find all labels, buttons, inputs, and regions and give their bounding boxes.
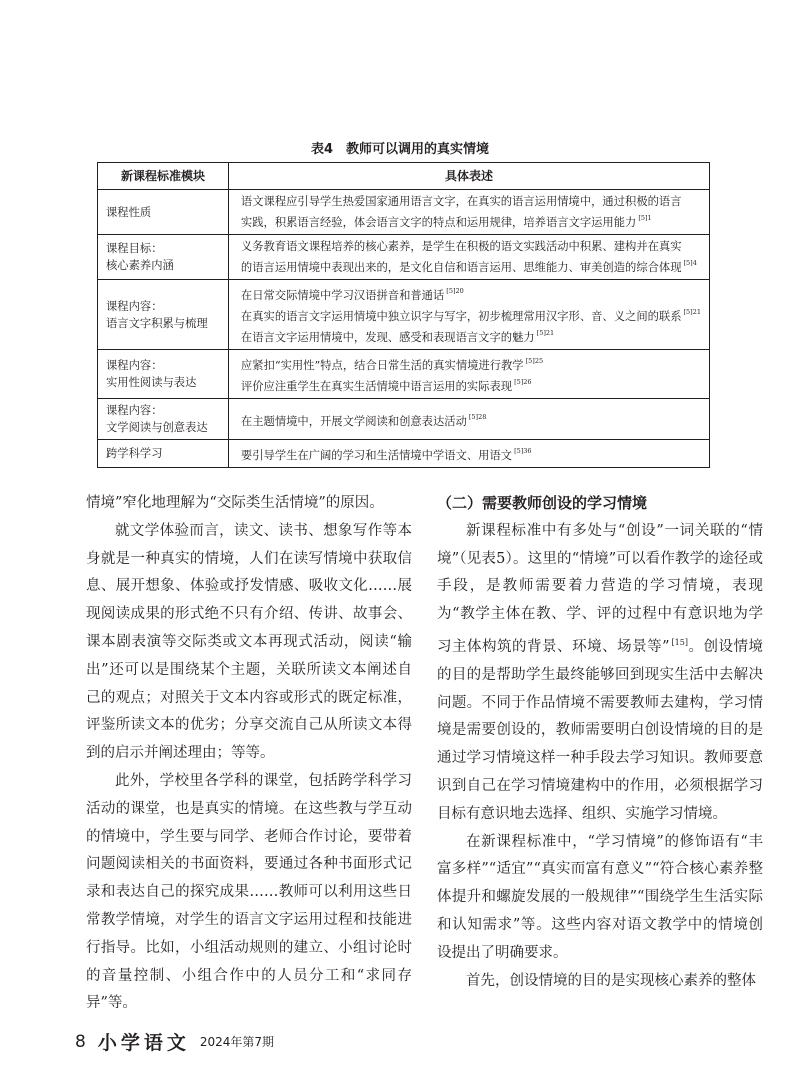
module-cell [98, 235, 229, 280]
description-text: 应紧扣“实用性”特点，结合日常生活的真实情境进行教学 [240, 359, 524, 372]
module-cell [98, 190, 229, 235]
body-paragraph: 此外，学校里各学科的课堂，包括跨学科学习活动的课堂，也是真实的情境。在这些教与学互动的情境中，学生要与同学、老师合作讨论，要带着问题阅读相关的书面资料，要通过各种书面形式记录和表达自己的探究成果……教师可以利用这些日常教学情境，对学生的语言文字运用过程和技能进行指导。比如，小组活动规则的建立、小组讨论时的音量控制、小组合作中的人员分工和“求同存异”等。 [86, 772, 412, 1012]
description-line [241, 283, 701, 304]
citation-ref: [5]25 [525, 357, 544, 365]
description-text: 评价应注重学生在真实生活情境中语言运用的实际表现 [240, 380, 513, 393]
description-cell [228, 399, 709, 440]
body-paragraph: 就文学体验而言，读文、读书、想象写作等本身就是一种真实的情境，人们在读写情境中获取信息、展开想象、体验或抒发情感、吸收文化……展现阅读成果的形式绝不只有介绍、传讲、故事会、课本剧表演等交际类或文本再现式活动，阅读“输出”还可以是围绕某个主题，关联所读文本阐述自己的观点；对照关于文本内容或形式的既定标准，评鉴所读文本的优劣；分享交流自己从所读文本得到的启示并阐述理由；等等。 [86, 522, 412, 762]
description-line [241, 193, 701, 210]
module-cell [98, 440, 229, 468]
paragraph-text: 新课程标准中有多处与“创设”一词关联的“情境”（见表5）。这里的“情境”可以看作教学的途径或手段，是教师需要着力营造的学习情境，表现为“教学主体在教、学、评的过程中有意识地为学习主体构筑的背景、环境、场景等” [437, 522, 763, 655]
description-text: 的语言运用情境中表现出来的，是文化自信和语言运用、思维能力、审美创造的综合体现 [240, 261, 682, 274]
table-row [98, 440, 710, 468]
description-text: 在真实的语言文字运用情境中独立识字与写字，初步梳理常用汉字形、音、义之间的联系 [240, 310, 682, 323]
module-label: 实用性阅读与表达 [106, 376, 197, 389]
description-cell [228, 190, 709, 235]
module-label: 课程内容： [106, 299, 163, 313]
citation-ref: [5]1 [638, 214, 652, 222]
situations-table [97, 162, 710, 468]
citation-ref: [5]21 [536, 329, 555, 337]
description-text: 要引导学生在广阔的学习和生活情境中学语文、用语文 [240, 449, 513, 462]
citation-ref: [15] [671, 637, 688, 647]
description-line [241, 238, 701, 255]
table-row [98, 280, 710, 350]
table-row [98, 399, 710, 440]
paragraph-text: 首先，创设情境的目的是实现核心素养的整体 [466, 972, 756, 989]
table-header-row [98, 163, 710, 190]
module-label: 课程内容： [106, 359, 163, 372]
table-caption: 表4 教师可以调用的真实情境 [310, 142, 490, 157]
description-text: 在主题情境中，开展文学阅读和创意表达活动 [240, 414, 467, 428]
description-line [241, 443, 701, 464]
description-cell [228, 235, 709, 280]
table-row [98, 350, 710, 399]
citation-ref: [5]26 [514, 378, 532, 386]
table-row [98, 190, 710, 235]
description-line [241, 409, 701, 430]
module-label: 语言文字积累与梳理 [106, 316, 208, 330]
header-module: 新课程标准模块 [98, 163, 229, 190]
citation-ref: [5]20 [446, 287, 464, 295]
description-line [241, 374, 701, 395]
page-footer [75, 1028, 274, 1055]
body-paragraph [437, 968, 763, 996]
page-number: 8 [75, 1031, 86, 1052]
module-label: 文学阅读与创意表达 [106, 421, 208, 434]
module-label: 课程性质 [106, 205, 152, 219]
paragraph-text: 在新课程标准中，“学习情境”的修饰语有“丰富多样”“适宜”“真实而富有意义”“符合核心素养整体提升和螺旋发展的一般规律”“围绕学生生活实际和认知需求”等。这些内容对语文教学中的情境创设提出了明确要求。 [437, 833, 763, 961]
paragraph-text-continued: 。创设情境的目的是帮助学生最终能够回到现实生活中去解决问题。不同于作品情境不需要教师去建构，学习情境是需要创设的，教师需要明白创设情境的目的是通过学习情境这样一种手段去学习知识。教师要意识到自己在学习情境建构中的作用，必须根据学习目标有意识地去选择、组织、实施学习情境。 [437, 638, 763, 822]
journal-name: 小学语文 [97, 1032, 190, 1054]
body-paragraph: 情境”窄化地理解为“交际类生活情境”的原因。 [86, 495, 384, 511]
description-cell [228, 440, 709, 468]
description-text: 在语言文字运用情境中，发现、感受和表现语言文字的魅力 [240, 331, 535, 344]
citation-ref: [5]4 [683, 259, 697, 267]
module-label: 核心素养内涵 [106, 259, 174, 272]
citation-ref: [5]21 [683, 308, 701, 316]
description-line [241, 353, 701, 374]
description-line [241, 304, 701, 325]
description-line [241, 255, 701, 276]
right-column [437, 490, 763, 995]
description-text: 义务教育语文课程培养的核心素养，是学生在积极的语文实践活动中积累、建构并在真实 [240, 240, 682, 253]
description-line [241, 325, 701, 346]
description-text: 实践，积累语言经验，体会语言文字的特点和运用规律，培养语言文字运用能力 [240, 216, 637, 229]
body-paragraph [437, 518, 763, 829]
body-paragraph [437, 829, 763, 968]
module-cell [98, 280, 229, 350]
table-row [98, 235, 710, 280]
header-description: 具体表述 [228, 163, 709, 190]
citation-ref: [5]36 [514, 447, 532, 455]
module-cell [98, 350, 229, 399]
left-column [86, 490, 412, 1018]
module-label: 跨学科学习 [106, 447, 163, 460]
module-label: 课程内容： [106, 404, 163, 417]
citation-ref: [5]28 [468, 412, 487, 421]
description-text: 语文课程应引导学生热爱国家通用语言文字，在真实的语言运用情境中，通过积极的语言 [240, 195, 682, 208]
description-text: 在日常交际情境中学习汉语拼音和普通话 [240, 289, 445, 302]
description-line [241, 210, 701, 231]
module-label: 课程目标： [106, 242, 163, 255]
issue-label: 2024年第7期 [199, 1035, 275, 1049]
module-cell [98, 399, 229, 440]
description-cell [228, 350, 709, 399]
section-heading: （二）需要教师创设的学习情境 [437, 494, 648, 512]
description-cell [228, 280, 709, 350]
